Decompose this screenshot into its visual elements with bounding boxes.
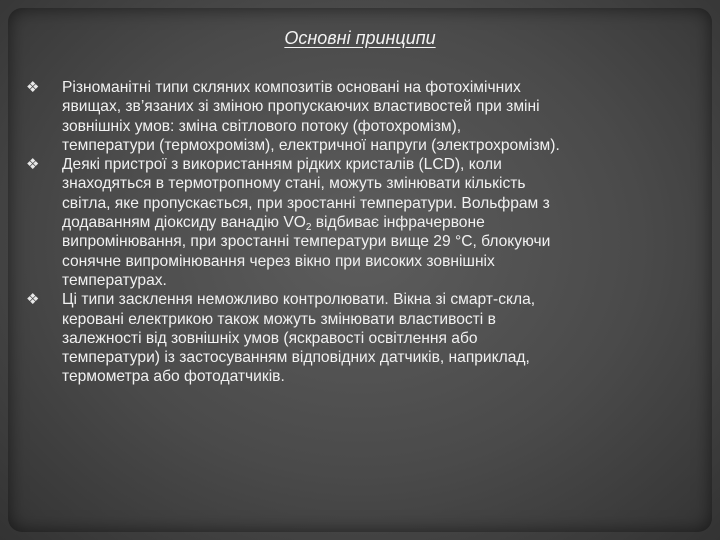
bullet-text <box>62 78 686 155</box>
text-line: Деякі пристрої з використанням рідких кристалів (LCD), коли <box>62 156 502 174</box>
diamond-bullet-icon: ❖ <box>26 156 40 174</box>
slide-title-text: Основні принципи <box>284 28 436 48</box>
text-line: температурах. <box>62 271 167 289</box>
text-line: випромінювання, при зростанні температури вище 29 °С, блокуючи <box>62 233 551 251</box>
text-line: Ці типи засклення неможливо контролювати. Вікна зі смарт-скла, <box>62 291 536 309</box>
text-line: знаходяться в термотропному стані, можуть змінювати кількість <box>62 175 526 193</box>
text-line: явищах, зв’язаних зі зміною пропускаючих властивостей при зміні <box>62 98 540 116</box>
text-line: сонячне випромінювання через вікно при високих зовнішніх <box>62 252 495 270</box>
bullet-text <box>62 155 686 290</box>
slide-title <box>0 28 720 49</box>
text-line: температури) із застосуванням відповідних датчиків, наприклад, <box>62 349 530 367</box>
subscript: 2 <box>305 222 312 234</box>
diamond-bullet-icon: ❖ <box>26 79 40 96</box>
bullet-item-3 <box>26 290 686 386</box>
bullet-item-1 <box>26 78 686 155</box>
text-line: Різноманітні типи скляних композитів основані на фотохімічних <box>62 79 521 96</box>
text-line: керовані електрикою також можуть змінювати властивості в <box>62 310 496 328</box>
text-segment: додаванням діоксиду ванадію VO <box>62 214 306 232</box>
text-line: зовнішніх умов: зміна світлового потоку (фотохромізм), <box>62 117 462 135</box>
bullet-list <box>26 78 686 387</box>
text-line: термометра або фотодатчиків. <box>62 368 285 386</box>
bullet-item-2 <box>26 155 686 290</box>
diamond-bullet-icon: ❖ <box>26 291 40 309</box>
text-line: температури (термохромізм), електричної напруги (электрохромізм). <box>62 136 560 154</box>
text-segment: відбиває інфрачервоне <box>311 214 485 232</box>
bullet-text <box>62 290 686 386</box>
text-line: світла, яке пропускається, при зростанні температури. Вольфрам з <box>62 194 550 212</box>
text-line <box>62 213 686 232</box>
text-line: залежності від зовнішніх умов (яскравості освітлення або <box>62 329 478 347</box>
